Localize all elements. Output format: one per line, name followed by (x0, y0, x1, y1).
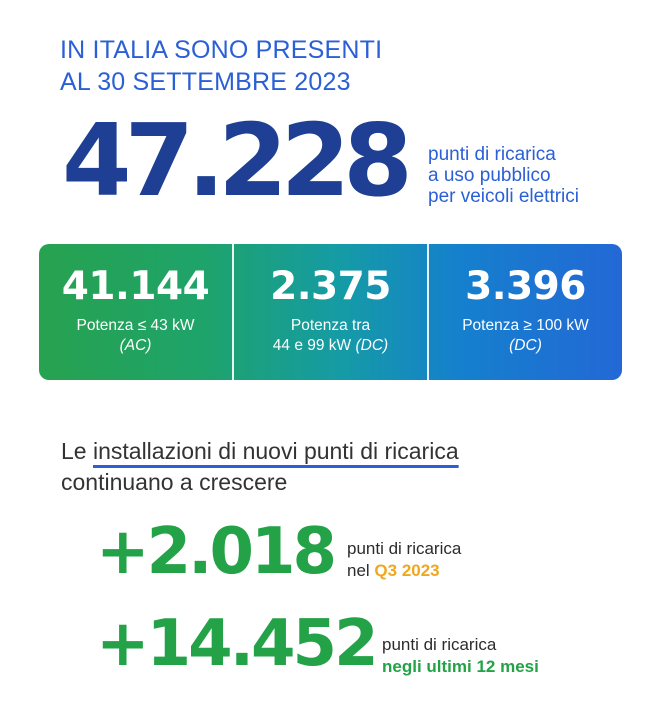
breakdown-ac-type: (AC) (119, 337, 152, 354)
heading-line-1: IN ITALIA SONO PRESENTI (60, 36, 383, 64)
total-desc-line-2: a uso pubblico (428, 165, 551, 186)
q3-desc-line-1: punti di ricarica (347, 539, 462, 558)
total-desc-line-1: punti di ricarica (428, 144, 556, 165)
breakdown-dc-mid-range (273, 336, 388, 356)
growth-prefix: Le (61, 438, 93, 464)
growth-line-1 (61, 436, 459, 467)
total-desc-line-3: per veicoli elettrici (428, 186, 579, 207)
breakdown-ac (39, 244, 232, 380)
yearly-period: negli ultimi 12 mesi (382, 657, 539, 676)
breakdown-ac-value: 41.144 (61, 264, 210, 309)
q3-desc-line-2 (347, 560, 461, 582)
q3-increase-value: +2.018 (96, 515, 335, 589)
breakdown-dc-high-type: (DC) (509, 337, 542, 354)
breakdown-dc-high-value: 3.396 (465, 264, 586, 309)
breakdown-dc-mid-range-text: 44 e 99 kW (272, 337, 356, 354)
breakdown-dc-mid (232, 244, 427, 380)
heading-line-2: AL 30 SETTEMBRE 2023 (60, 68, 351, 96)
breakdown-dc-mid-value: 2.375 (270, 264, 391, 309)
breakdown-dc-high-label: Potenza ≥ 100 kW (462, 317, 589, 334)
growth-statement (61, 436, 459, 498)
breakdown-dc-mid-label: Potenza tra (290, 317, 371, 334)
q3-period: Q3 2023 (374, 561, 440, 580)
power-breakdown-panel (39, 244, 622, 380)
yearly-increase-value: +14.452 (96, 607, 376, 681)
total-charging-points: 47.228 (62, 102, 406, 219)
growth-line-2: continuano a crescere (61, 469, 288, 495)
yearly-desc-line-1: punti di ricarica (382, 635, 497, 654)
growth-underlined: installazioni di nuovi punti di ricarica (92, 438, 459, 464)
q3-desc-prefix: nel (347, 561, 375, 580)
breakdown-dc-high (427, 244, 622, 380)
total-description (428, 144, 579, 207)
yearly-increase-desc (382, 634, 539, 678)
heading (60, 34, 382, 98)
breakdown-ac-label: Potenza ≤ 43 kW (76, 317, 195, 334)
q3-increase-desc (347, 538, 461, 582)
breakdown-dc-mid-type: (DC) (355, 337, 389, 354)
